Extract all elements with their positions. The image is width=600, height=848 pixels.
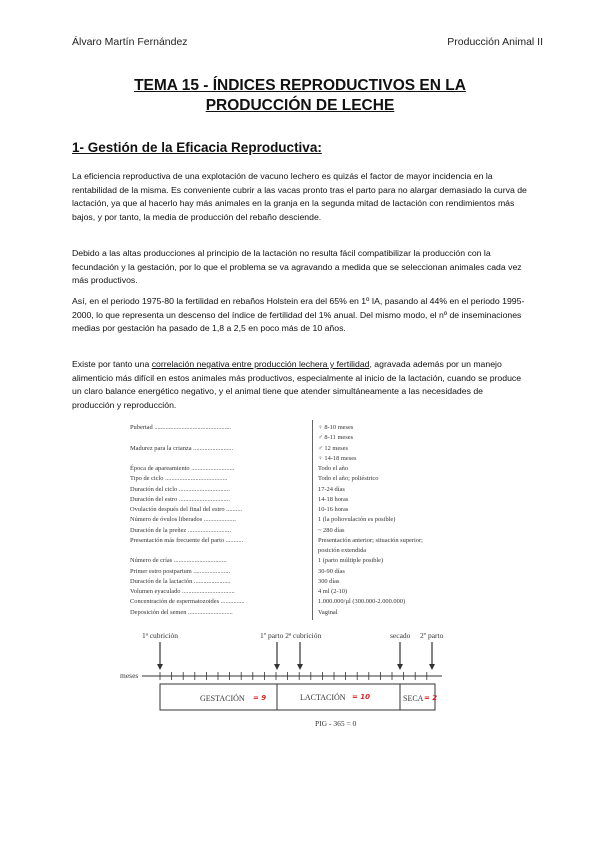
paragraph-4-post: , agravada además por un manejo alimenticio más difícil en estos animales más productivos, especialmente al inicio de la lactación, cuando se produce un claro balance energético negativo, y el animal tiene que atender simultáneamente a las necesidades de producción y reproducción. xyxy=(72,359,522,411)
reproductive-cycle-timeline xyxy=(120,628,460,738)
timeline-axis-label: meses xyxy=(120,671,139,680)
phase-gestation: GESTACIÓN xyxy=(200,694,245,703)
title-line-2: PRODUCCIÓN DE LECHE xyxy=(205,97,395,114)
table-row-value: Todo el año; poliéstrico xyxy=(318,475,379,483)
table-row xyxy=(128,588,453,596)
table-row-label: Duración de la lactación ....................... xyxy=(130,577,231,585)
paragraph-1: La eficiencia reproductiva de una explotación de vacuno lechero es quizás el factor de mayor incidencia en la rentabilidad de la misma. Es conveniente cubrir a las vacas pronto tras el parto para no alargar demasiado la curva de lactación, ya que al hacerlo hay más animales en la granja en la segunda mitad de lactación con rendimientos más bajos, y por tanto, la media de producción del rebaño desciende. xyxy=(72,171,527,223)
header-author: Álvaro Martín Fernández xyxy=(72,36,188,48)
table-row-label: Deposición del semen ............................ xyxy=(130,608,233,616)
table-row-label: Duración del ciclo ................................ xyxy=(130,485,230,493)
table-row-value: 17-24 días xyxy=(318,485,345,493)
table-row-label: Número de crías ................................. xyxy=(130,557,227,565)
table-row-value: ♀ 8-10 meses xyxy=(318,424,354,431)
table-row-label: Presentación más frecuente del parto ........... xyxy=(130,536,244,544)
timeline-label-first-birth: 1º parto 2ª cubrición xyxy=(260,631,322,640)
table-row xyxy=(128,424,453,432)
table-row xyxy=(128,516,453,524)
table-row-value: 1 (la poliovulación es posible) xyxy=(318,516,396,524)
table-row-value: 30-90 días xyxy=(318,567,345,575)
paragraph-2: Debido a las altas producciones al principio de la lactación no resulta fácil compatibilizar la producción con la fecundación y la gestación, por lo que el problema se va agravando a medida que se seleccionan animales cada vez más productivos. xyxy=(72,248,522,286)
header-course: Producción Animal II xyxy=(447,36,543,48)
table-row-label: Ovulación después del final del estro .......... xyxy=(130,506,243,514)
table-row-value: ♂ 12 meses xyxy=(318,444,348,452)
table-row xyxy=(128,578,453,586)
table-row-value: Todo el año xyxy=(318,465,349,473)
table-row-label: Primer estro postpartum ....................... xyxy=(130,567,231,575)
table-row-value: ♂ 8-11 meses xyxy=(318,434,354,442)
table-row xyxy=(128,547,453,555)
table-row-value: Vaginal xyxy=(318,608,338,616)
timeline-label-first-cover: 1ª cubrición xyxy=(142,631,179,640)
phase-dry-note: = 2 xyxy=(424,694,438,702)
reproductive-data-table xyxy=(128,420,453,620)
paragraph-4-underlined: correlación negativa entre producción lechera y fertilidad xyxy=(151,359,370,369)
table-row xyxy=(128,598,453,606)
table-row xyxy=(128,455,453,463)
table-row-value: 10-16 horas xyxy=(318,506,349,514)
arrow-head-second-birth xyxy=(429,664,435,670)
arrow-head-dry xyxy=(397,664,403,670)
table-row-value: 300 días xyxy=(318,577,340,585)
table-row-label: Duración del estro ................................ xyxy=(130,495,230,503)
table-row xyxy=(128,496,453,504)
timeline-label-second-birth: 2º parto xyxy=(420,631,444,640)
table-row-value: ~ 280 días xyxy=(318,526,345,534)
table-row xyxy=(128,568,453,576)
paragraph-4-pre: Existe por tanto una xyxy=(72,359,152,369)
timeline-svg xyxy=(120,628,460,738)
table-row xyxy=(128,557,453,565)
table-row-label: Concentración de espermatozoides ............... xyxy=(130,598,245,606)
table-row-value: posición extendida xyxy=(318,547,367,555)
table-row xyxy=(128,527,453,535)
table-row-label: Tipo de ciclo ....................................... xyxy=(130,475,228,483)
table-row xyxy=(128,537,453,545)
page-title xyxy=(60,76,540,116)
phase-dry: SECA xyxy=(403,694,424,703)
arrow-head-first-cover xyxy=(157,664,163,670)
table-row-value: ♀ 14-18 meses xyxy=(318,454,357,462)
timeline-formula: PIG - 365 = 0 xyxy=(315,719,357,728)
title-line-1: TEMA 15 - ÍNDICES REPRODUCTIVOS EN LA xyxy=(134,77,466,94)
phase-lactation-note: = 10 xyxy=(352,693,371,701)
table-row-value: 1 (parto múltiple posible) xyxy=(318,557,384,565)
section-heading: 1- Gestión de la Eficacia Reproductiva: xyxy=(72,140,322,155)
table-row xyxy=(128,434,453,442)
paragraph-4 xyxy=(72,358,527,413)
table-row-label: Época de apareamiento ........................... xyxy=(130,465,235,473)
table-row-label: Pubertad ................................................ xyxy=(130,424,232,431)
phase-lactation: LACTACIÓN xyxy=(300,693,346,702)
phase-gestation-note: = 9 xyxy=(253,694,267,702)
table-row xyxy=(128,465,453,473)
table-row-label: Madurez para la crianza ......................... xyxy=(130,444,234,452)
table-row xyxy=(128,445,453,453)
arrow-head-second-cover xyxy=(297,664,303,670)
table-row xyxy=(128,486,453,494)
table-row-label: Duración de la preñez ........................... xyxy=(130,526,231,534)
table-row-value: 1.000.000/µl (300.000-2.000.000) xyxy=(318,598,406,606)
table-row-label: Volumen eyaculado ................................. xyxy=(130,588,235,596)
table-row-label: Número de óvulos liberados .................... xyxy=(130,516,236,524)
table-row xyxy=(128,475,453,483)
table-row xyxy=(128,506,453,514)
table-row-value: 4 ml (2-10) xyxy=(318,588,348,596)
table-row-value: 14-18 horas xyxy=(318,495,349,503)
arrow-head-first-birth xyxy=(274,664,280,670)
table-row-value: Presentación anterior; situación superior; xyxy=(318,536,423,544)
paragraph-3: Así, en el periodo 1975-80 la fertilidad en rebaños Holstein era del 65% en 1º IA, pasando al 44% en el periodo 1995- 2000, lo que representa un descenso del índice de fertilidad del 1% anual. Del mismo modo, el nº de inseminaciones medias por gestación ha pasado de 1,8 a 2,5 en poco más de 10 años. xyxy=(72,296,525,334)
timeline-label-dry: secado xyxy=(390,631,411,640)
timeline-arrows xyxy=(157,642,435,670)
table-row xyxy=(128,609,453,617)
